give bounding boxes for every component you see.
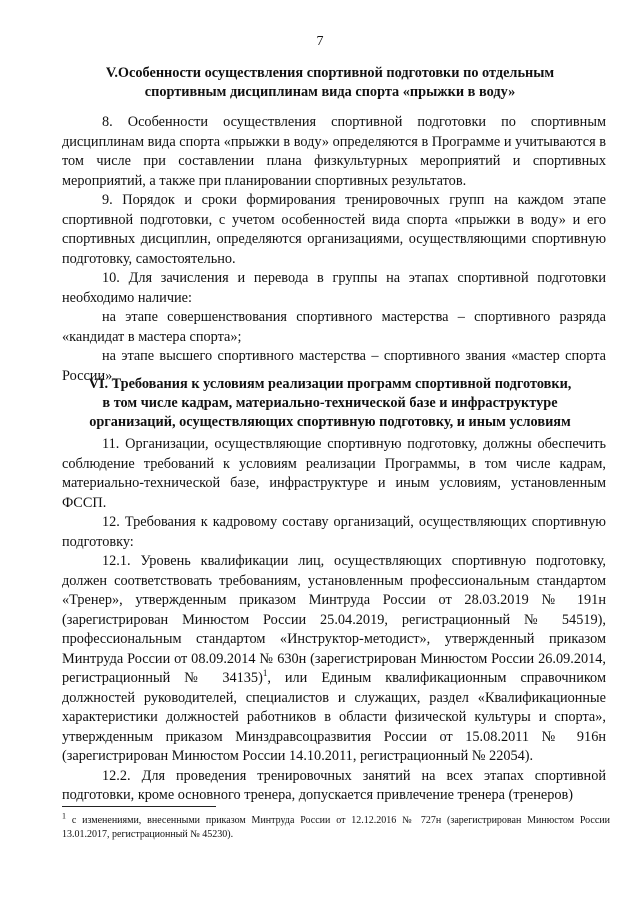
footnote-text: с изменениями, внесенными приказом Минтруда России от 12.12.2016 № 727н (зарегистрирован Минюстом России 13.01.2017, регистрационный № 45230).: [62, 815, 610, 840]
paragraph-12-1: [62, 552, 606, 767]
paragraph-9: 9. Порядок и сроки формирования тренировочных групп на каждом этапе спортивной подготовки, с учетом особенностей вида спорта «прыжки в воду» и его спортивных дисциплин, определяются организациями, осуществляющими спортивную подготовку, самостоятельно.: [62, 192, 606, 267]
paragraph-12: 12. Требования к кадровому составу организаций, осуществляющих спортивную подготовку:: [62, 514, 606, 550]
page-number: 7: [316, 34, 324, 49]
paragraph-10-item-2: на этапе высшего спортивного мастерства – спортивного звания «мастер спорта России».: [62, 348, 606, 384]
paragraph-10-item-1: на этапе совершенствования спортивного мастерства – спортивного разряда «кандидат в мастера спорта»;: [62, 309, 606, 345]
section-5-heading: [70, 64, 590, 102]
paragraph-10: 10. Для зачисления и перевода в группы на этапах спортивной подготовки необходимо наличие:: [62, 270, 606, 306]
section-5-body: [62, 113, 606, 386]
paragraph-11: 11. Организации, осуществляющие спортивную подготовку, должны обеспечить соблюдение требований к условиям реализации Программы, в том числе кадрам, материально-технической базе, инфраструктуре и иным условиям, установленным ФССП.: [62, 436, 606, 511]
section-5-heading-line-1: V.Особенности осуществления спортивной подготовки по отдельным: [105, 65, 555, 81]
paragraph-12-1-text-a: 12.1. Уровень квалификации лиц, осуществляющих спортивную подготовку, должен соответствовать требованиям, установленным профессиональным стандартом «Тренер», утвержденным приказом Минтруда России от 28.03.2019 № 191н (зарегистрирован Минюстом России 25.04.2019, регистрационный № 54519), профессиональным стандартом «Инструктор-методист», утвержденный приказом Минтруда России от 08.09.2014 № 630н (зарегистрирован Минюстом России 26.09.2014, регистрационный № 34135): [62, 553, 606, 686]
footnote-divider: [62, 806, 216, 807]
footnote: [62, 811, 610, 842]
section-5-heading-line-2: спортивным дисциплинам вида спорта «прыжки в воду»: [144, 84, 516, 100]
section-6-heading: [70, 375, 590, 432]
section-6-body: [62, 435, 606, 806]
section-6-heading-line-2: в том числе кадрам, материально-технической базе и инфраструктуре: [102, 395, 558, 411]
section-6-heading-line-1: VI. Требования к условиям реализации программ спортивной подготовки,: [88, 376, 572, 392]
section-6-heading-line-3: организаций, осуществляющих спортивную подготовку, и иным условиям: [89, 414, 571, 430]
paragraph-8: 8. Особенности осуществления спортивной подготовки по спортивным дисциплинам вида спорта «прыжки в воду» определяются в Программе и учитываются в том числе при составлении плана физкультурных мероприятий и спортивных мероприятий, а также при планировании спортивных результатов.: [62, 114, 606, 189]
paragraph-12-1-text-b: , или Единым квалификационным справочником должностей руководителей, специалистов и служащих, раздел «Квалификационные характеристики должностей работников в области физической культуры и спорта», утвержденным приказом Минздравсоцразвития России от 15.08.2011 № 916н (зарегистрирован Минюстом России 14.10.2011, регистрационный № 22054).: [62, 670, 606, 764]
footnote-mark: 1: [62, 811, 66, 821]
paragraph-12-2: 12.2. Для проведения тренировочных занятий на всех этапах спортивной подготовки, кроме основного тренера, допускается привлечение тренера (тренеров): [62, 767, 606, 803]
footnote-reference[interactable]: 1: [262, 668, 268, 679]
